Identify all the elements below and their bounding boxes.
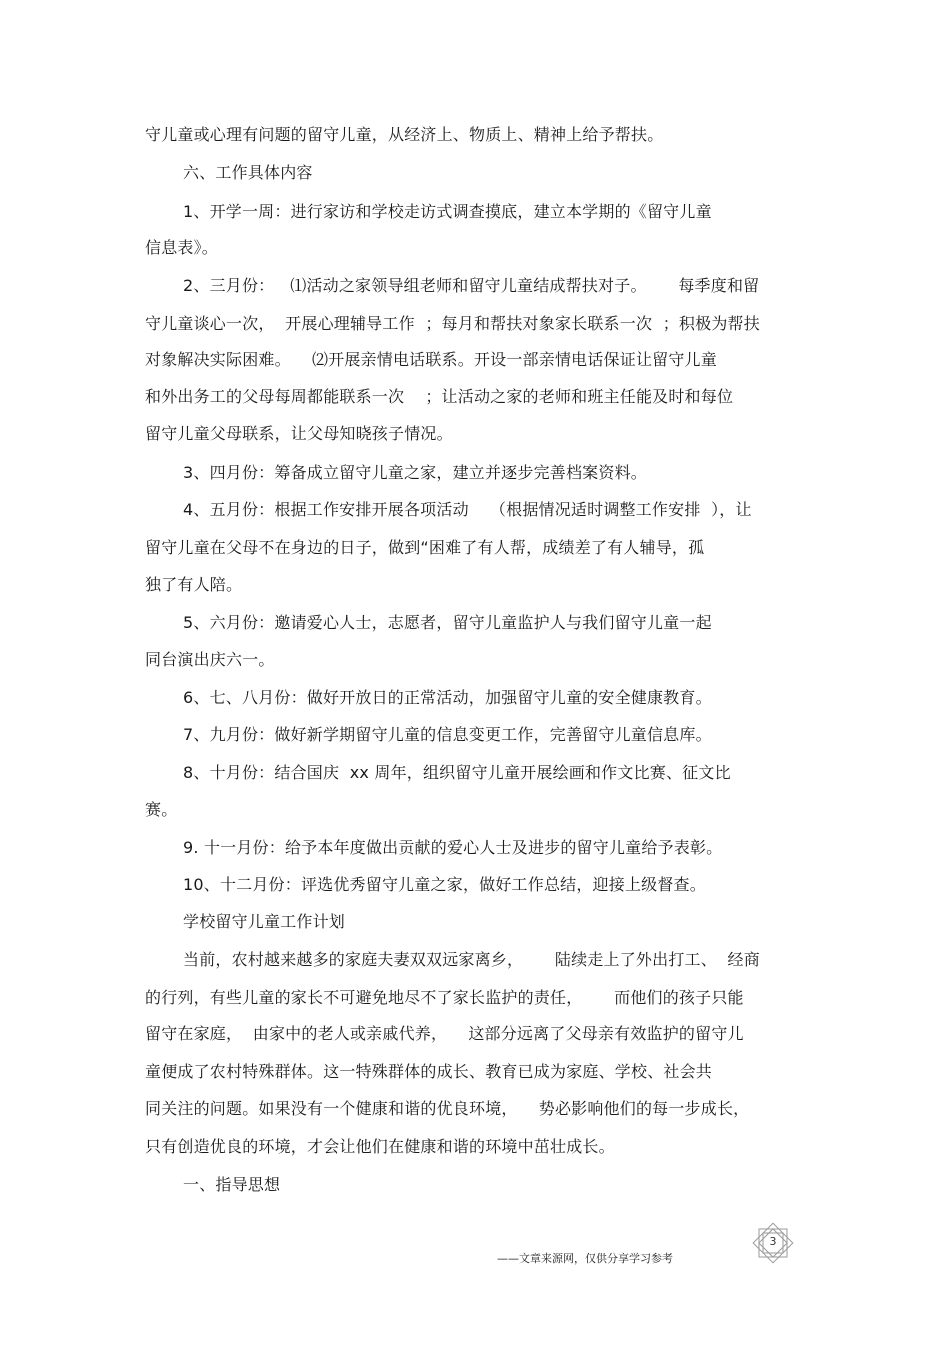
paragraph-line: 4、五月份：根据工作安排开展各项活动 （根据情况适时调整工作安排 ），让	[183, 500, 752, 519]
paragraph-line: 信息表》。	[145, 238, 219, 257]
footer-source-note: ——文章来源网，仅供分享学习参考	[497, 1252, 673, 1265]
paragraph-line: 只有创造优良的环境，才会让他们在健康和谐的环境中茁壮成长。	[145, 1137, 615, 1156]
paragraph-line: 2、三月份： ⑴活动之家领导组老师和留守儿童结成帮扶对子。 每季度和留	[183, 276, 760, 295]
paragraph-line: 当前，农村越来越多的家庭夫妻双双远家离乡， 陆续走上了外出打工、 经商	[183, 950, 760, 969]
page-number: 3	[769, 1235, 777, 1248]
paragraph-line: 留守在家庭， 由家中的老人或亲戚代养， 这部分远离了父母亲有效监护的留守儿	[145, 1024, 744, 1043]
paragraph-line: 独了有人陪。	[145, 575, 243, 594]
paragraph-line: 守儿童谈心一次， 开展心理辅导工作 ；每月和帮扶对象家长联系一次 ；积极为帮扶	[145, 314, 760, 333]
page-number-badge	[750, 1220, 796, 1266]
section-heading: 一、指导思想	[183, 1175, 281, 1194]
paragraph-line: 对象解决实际困难。 ⑵开展亲情电话联系。开设一部亲情电话保证让留守儿童	[145, 350, 717, 369]
paragraph-line: 10、十二月份：评选优秀留守儿童之家，做好工作总结，迎接上级督查。	[183, 875, 706, 894]
paragraph-line: 6、七、八月份：做好开放日的正常活动，加强留守儿童的安全健康教育。	[183, 688, 712, 707]
paragraph-line: 童便成了农村特殊群体。这一特殊群体的成长、教育已成为家庭、学校、社会共	[145, 1062, 713, 1081]
paragraph-line: 赛。	[145, 800, 178, 819]
paragraph-line: 和外出务工的父母每周都能联系一次 ；让活动之家的老师和班主任能及时和每位	[145, 387, 734, 406]
paragraph-line: 留守儿童父母联系，让父母知晓孩子情况。	[145, 424, 453, 443]
paragraph-line: 留守儿童在父母不在身边的日子，做到“困难了有人帮，成绩差了有人辅导，孤	[145, 538, 705, 557]
paragraph-line: 7、九月份：做好新学期留守儿童的信息变更工作，完善留守儿童信息库。	[183, 725, 712, 744]
paragraph-line: 3、四月份：筹备成立留守儿童之家，建立并逐步完善档案资料。	[183, 463, 647, 482]
paragraph-line: 同台演出庆六一。	[145, 650, 275, 669]
section-heading: 六、工作具体内容	[183, 163, 313, 182]
paragraph-line: 1、开学一周：进行家访和学校走访式调查摸底，建立本学期的《留守儿童	[183, 202, 712, 221]
paragraph-line: 的行列，有些儿童的家长不可避免地尽不了家长监护的责任， 而他们的孩子只能	[145, 988, 744, 1007]
section-heading: 学校留守儿童工作计划	[183, 912, 346, 931]
paragraph-line: 同关注的问题。如果没有一个健康和谐的优良环境， 势必影响他们的每一步成长，	[145, 1099, 750, 1118]
paragraph-line: 9. 十一月份：给予本年度做出贡献的爱心人士及进步的留守儿童给予表彰。	[183, 838, 723, 857]
paragraph-line: 守儿童或心理有问题的留守儿童，从经济上、物质上、精神上给予帮扶。	[145, 125, 664, 144]
paragraph-line: 5、六月份：邀请爱心人士，志愿者，留守儿童监护人与我们留守儿童一起	[183, 613, 712, 632]
paragraph-line: 8、十月份：结合国庆 xx 周年，组织留守儿童开展绘画和作文比赛、征文比	[183, 763, 731, 782]
